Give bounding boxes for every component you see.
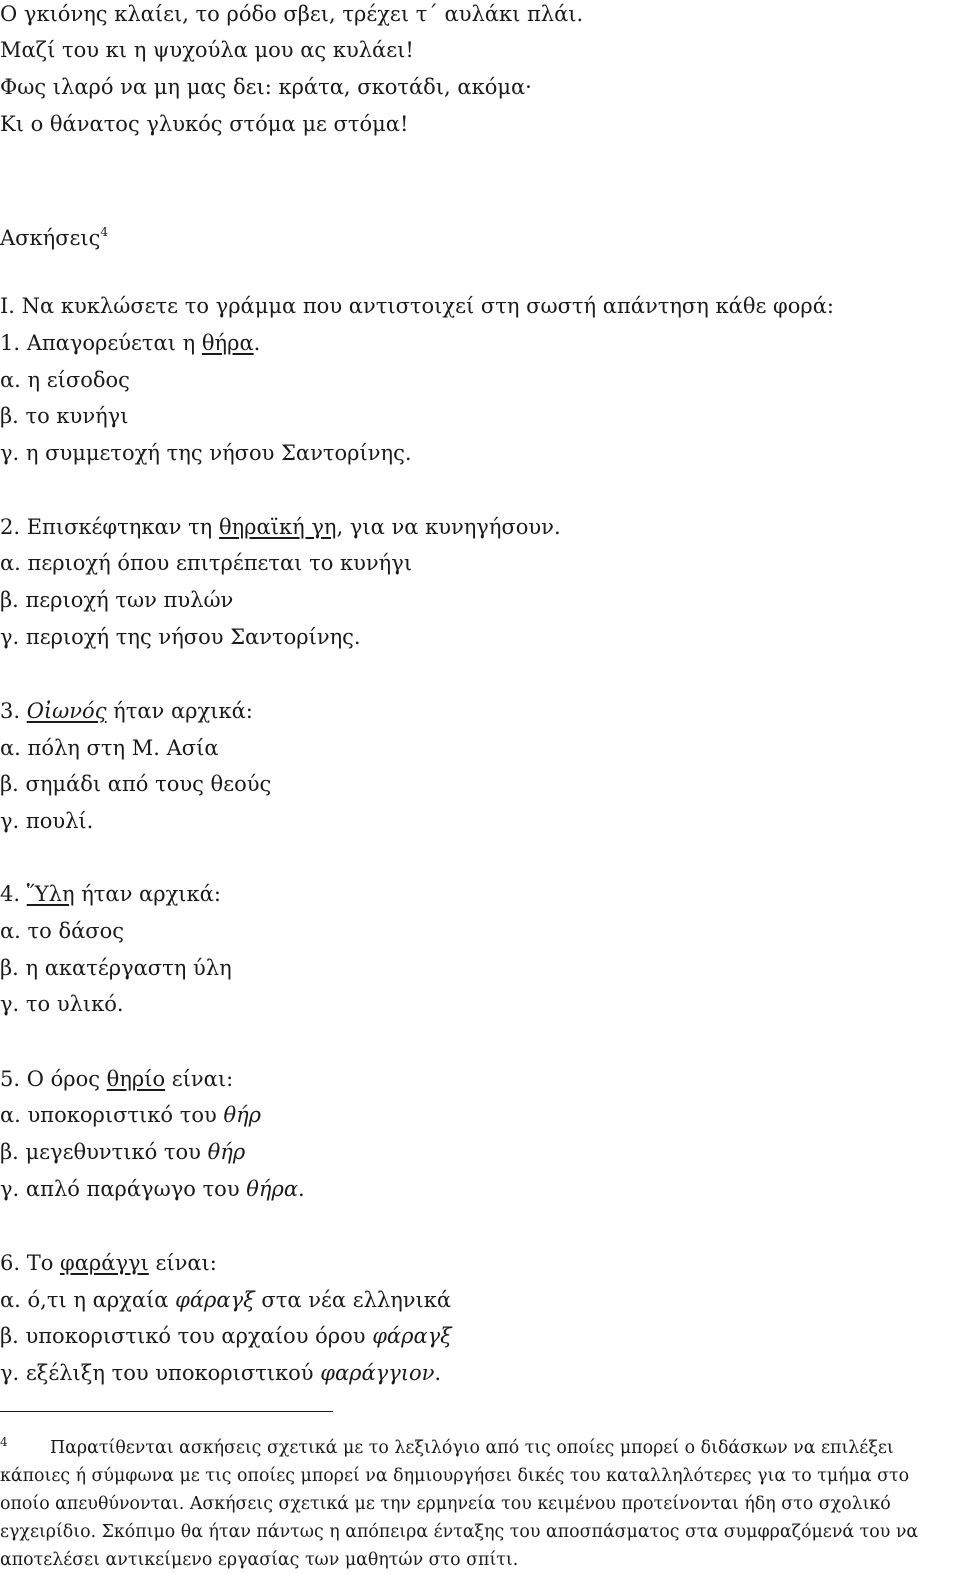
footnote-text: Παρατίθενται ασκήσεις σχετικά με το λεξιλόγιο από τις οποίες μπορεί ο διδάσκων να επιλέξει κάποιες ή σύμφωνα με τις οποίες μπορεί να δημιουργήσει δικές του καταλληλότερες για το τμήμα στο οποίο απευθύνονται. Ασκήσεις σχετικά με την ερμηνεία του κειμένου προτείνονται ήδη στο σχολικό εγχειρίδιο. Σκόπιμο θα ήταν πάντως η απόπειρα ένταξης του αποσπάσματος στα συμφραζόμενά του να αποτελέσει αντικείμενο εργασίας των μαθητών στο σπίτι. [0, 1438, 919, 1570]
question-6-term: φαράγγι [60, 1251, 149, 1275]
q3-option-b[interactable]: β. σημάδι από τους θεούς [0, 772, 272, 796]
footnote-divider [0, 1411, 333, 1412]
q1-option-b[interactable]: β. το κυνήγι [0, 404, 129, 428]
poem-line-2: Μαζί του κι η ψυχούλα μου ας κυλάει! [0, 38, 414, 62]
question-4: 4. Ὕλη ήταν αρχικά: [0, 882, 221, 906]
q5-option-c[interactable]: γ. απλό παράγωγο του θήρα. [0, 1177, 305, 1201]
instruction: Ι. Να κυκλώσετε το γράμμα που αντιστοιχεί στη σωστή απάντηση κάθε φορά: [0, 294, 834, 318]
q1-option-a[interactable]: α. η είσοδος [0, 368, 130, 392]
q6-option-b[interactable]: β. υποκοριστικό του αρχαίου όρου φάραγξ [0, 1324, 452, 1348]
question-4-term: Ὕλη [26, 882, 75, 906]
q6-option-c[interactable]: γ. εξέλιξη του υποκοριστικού φαράγγιον. [0, 1361, 442, 1385]
q5-option-a[interactable]: α. υποκοριστικό του θήρ [0, 1103, 262, 1127]
footnote-number: 4 [0, 1435, 8, 1449]
q3-option-a[interactable]: α. πόλη στη Μ. Ασία [0, 736, 219, 760]
q4-option-a[interactable]: α. το δάσος [0, 919, 125, 943]
exercises-heading: Ασκήσεις$^4$ [0, 225, 109, 250]
question-3: 3. Οἰωνός ήταν αρχικά: [0, 699, 253, 723]
footnote [0, 1428, 958, 1574]
poem-line-4: Κι ο θάνατος γλυκός στόμα με στόμα! [0, 112, 409, 136]
question-1: 1. Απαγορεύεται η θήρα. [0, 331, 261, 355]
question-5: 5. Ο όρος θηρίο είναι: [0, 1067, 234, 1091]
q1-option-c[interactable]: γ. η συμμετοχή της νήσου Σαντορίνης. [0, 441, 412, 465]
q3-option-c[interactable]: γ. πουλί. [0, 809, 94, 833]
question-2-term: θηραϊκή γη [218, 515, 337, 539]
q2-option-a[interactable]: α. περιοχή όπου επιτρέπεται το κυνήγι [0, 551, 413, 575]
question-1-term: θήρα [201, 331, 254, 355]
question-5-term: θηρίο [106, 1067, 166, 1091]
q5-option-b[interactable]: β. μεγεθυντικό του θήρ [0, 1140, 246, 1164]
question-3-term: Οἰωνός [26, 699, 107, 723]
poem-line-3: Φως ιλαρό να μη μας δει: κράτα, σκοτάδι, ακόμα· [0, 75, 532, 99]
q4-option-c[interactable]: γ. το υλικό. [0, 992, 124, 1016]
footnote-reference[interactable]: 4 [100, 225, 109, 239]
q6-option-a[interactable]: α. ό,τι η αρχαία φάραγξ στα νέα ελληνικά [0, 1288, 452, 1312]
question-6: 6. Το φαράγγι είναι: [0, 1251, 217, 1275]
q4-option-b[interactable]: β. η ακατέργαστη ύλη [0, 956, 232, 980]
poem-line-1: Ο γκιόνης κλαίει, το ρόδο σβει, τρέχει τ΄ αυλάκι πλάι. [0, 2, 584, 26]
q2-option-b[interactable]: β. περιοχή των πυλών [0, 588, 234, 612]
question-2: 2. Επισκέφτηκαν τη θηραϊκή γη, για να κυνηγήσουν. [0, 515, 561, 539]
q2-option-c[interactable]: γ. περιοχή της νήσου Σαντορίνης. [0, 625, 361, 649]
